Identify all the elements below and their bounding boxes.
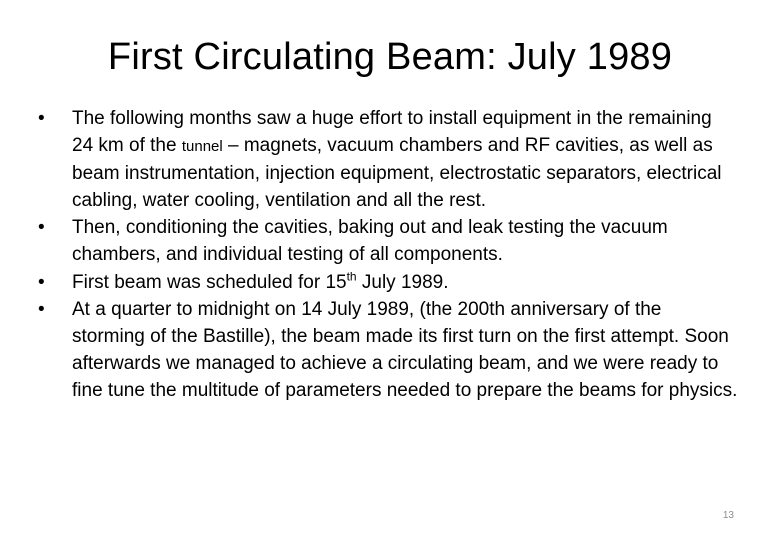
bullet-icon: • — [38, 271, 45, 293]
bullet-icon: • — [38, 108, 45, 129]
bullet-item-4 — [38, 296, 738, 404]
bullet-text: At a quarter to midnight on 14 July 1989, (the 200th anniversary of the storming of the Bastille), the beam made its first turn on the first attempt. Soon afterwards we managed to achieve a circulating beam, and we were ready to fine tune the multitude of parameters needed to prepare the beams for physics. — [72, 298, 738, 401]
bullet-text: First beam was scheduled for 15 — [72, 271, 347, 293]
bullet-list — [38, 105, 738, 404]
bullet-small-word: tunnel — [181, 138, 223, 156]
bullet-text: The following months saw a huge effort to install equipment in the remaining 24 km of the — [72, 108, 712, 157]
bullet-text: Then, conditioning the cavities, baking out and leak testing the vacuum chambers, and individual testing of all components. — [72, 217, 668, 266]
bullet-text-continued: – magnets, vacuum chambers and RF cavities, as well as beam instrumentation, injection equipment, electrostatic separators, electrical cabling, water cooling, ventilation and all the rest. — [72, 135, 722, 212]
bullet-icon: • — [38, 217, 45, 239]
bullet-item-3 — [38, 269, 738, 296]
slide-title: First Circulating Beam: July 1989 — [107, 36, 673, 78]
bullet-icon: • — [38, 298, 45, 320]
bullet-item-1 — [38, 105, 738, 214]
date-superscript: th — [346, 269, 357, 284]
bullet-text-continued: July 1989. — [356, 271, 449, 293]
page-number: 13 — [722, 510, 734, 521]
bullet-item-2 — [38, 214, 738, 268]
